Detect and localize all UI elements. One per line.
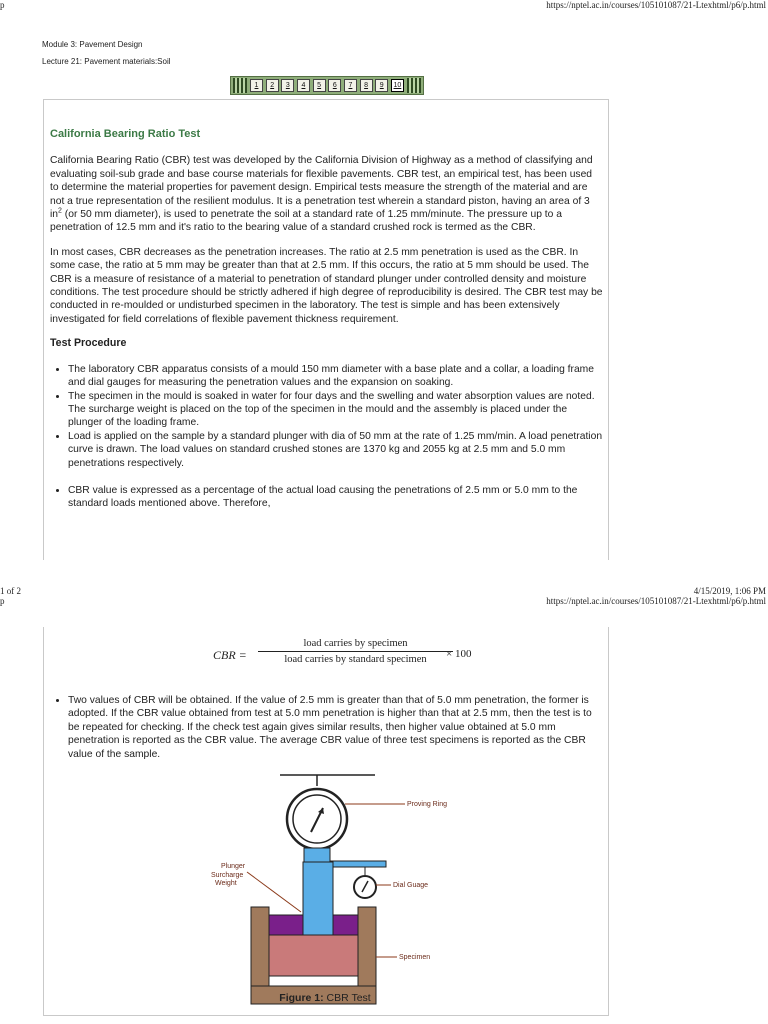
formula-fraction: [258, 638, 453, 665]
list-item: • Two values of CBR will be obtained. If the value of 2.5 mm is greater than that of 5.0 mm penetration, the former is adopted. If the CBR value obtained from test at 5.0 mm penetration is higher than that at 2.5 mm, then the test is to be repeated for checking. If the check test again gives similar results, then higher value obtained at 5.0 mm penetration is reported as the CBR value. The average CBR value of three test specimens is reported as the CBR value of the sample.: [68, 694, 603, 761]
list-item: • CBR value is expressed as a percentage of the actual load causing the penetrations of 2.5 mm or 5.0 mm to the standard loads mentioned above. Therefore,: [68, 484, 603, 511]
page-link-9[interactable]: 9: [375, 79, 388, 92]
formula-rhs: × 100: [446, 648, 472, 660]
print-header-left: p: [0, 0, 5, 10]
plunger: [303, 862, 333, 940]
pager-first-button[interactable]: [233, 78, 247, 93]
page-marker: p: [0, 596, 5, 606]
surcharge-left: [269, 915, 303, 935]
paragraph-intro-a: California Bearing Ratio (CBR) test was developed by the California Division of Highway as a method of classifying and evaluating soil-sub grade and base course materials for flexible pavements. CBR test, an empirical test, has been used to determine the material properties for pavement design. Empirical tests measure the strength of the material and are not a true representation of the resilient modulus. It is a penetration test wherein a standard piston, having an area of 3 in: [50, 155, 593, 221]
breadcrumb-lecture: Lecture 21: Pavement materials:Soil: [42, 57, 171, 66]
page-link-1[interactable]: 1: [250, 79, 263, 92]
label-specimen: Specimen: [399, 954, 431, 961]
print-datetime: 4/15/2019, 1:06 PM: [693, 586, 766, 596]
caption-text: CBR Test: [323, 992, 371, 1004]
procedure-list: [50, 363, 603, 470]
print-url-2: https://nptel.ac.in/courses/105101087/21-Ltexhtml/p6/p.html: [546, 596, 766, 606]
surcharge-right: [333, 915, 358, 935]
page-link-5[interactable]: 5: [313, 79, 326, 92]
formula-denominator: load carries by standard specimen: [284, 654, 427, 665]
page-link-8[interactable]: 8: [360, 79, 373, 92]
caption-label: Figure 1:: [279, 992, 324, 1004]
procedure-list-cont: [50, 484, 603, 511]
page-count: 1 of 2: [0, 586, 21, 596]
paragraph-cbr: In most cases, CBR decreases as the penetration increases. The ratio at 2.5 mm penetration is used as the CBR. In some case, the ratio at 5 mm may be greater than that at 2.5 mm. If this occurs, the ratio at 5 mm should be used. The CBR is a measure of resistance of a material to penetration of standard plunger under controlled density and moisture conditions. The test procedure should be strictly adhered if high degree of reproducibility is desired. The CBR test may be conducted in re-moulded or undisturbed specimen in the laboratory. The test is simple and has been extensively investigated for field correlations of flexible pavement thickness requirement.: [50, 246, 603, 325]
gauge-arm: [330, 861, 386, 867]
page-link-10[interactable]: 10: [391, 79, 404, 92]
list-item: • The specimen in the mould is soaked in water for four days and the swelling and water absorption values are noted. The surcharge weight is placed on the top of the specimen in the mould and the assembly is placed under the plunger of the loading frame.: [68, 390, 603, 430]
result-list: [50, 694, 603, 761]
cbr-formula: [213, 638, 483, 672]
label-proving-ring: Proving Ring: [407, 801, 448, 808]
figure-caption: [205, 992, 445, 1004]
page-link-7[interactable]: 7: [344, 79, 357, 92]
plunger-neck: [304, 848, 330, 862]
label-plunger: Plunger: [221, 863, 246, 870]
list-item: • The laboratory CBR apparatus consists of a mould 150 mm diameter with a base plate and a collar, a loading frame and dial gauges for measuring the penetration values and the expansion on soaking.: [68, 363, 603, 390]
superscript: 2: [58, 207, 62, 215]
leader-plunger: [247, 872, 301, 912]
pager-pages: [249, 79, 405, 92]
paragraph-intro-b: (or 50 mm diameter), is used to penetrate the soil at a standard rate of 1.25 mm/minute. The pressure up to a penetration of 12.5 mm and it's ratio to the bearing value of a standard crushed rock is termed as the CBR.: [50, 209, 562, 234]
section-title: California Bearing Ratio Test: [50, 128, 201, 140]
paragraph-intro: [50, 154, 603, 234]
procedure-title: Test Procedure: [50, 337, 127, 350]
article-body-2: [50, 694, 603, 761]
article-body: [50, 128, 603, 511]
breadcrumb-module: Module 3: Pavement Design: [42, 40, 143, 49]
page-link-2[interactable]: 2: [266, 79, 279, 92]
pager-last-button[interactable]: [407, 78, 421, 93]
page-link-6[interactable]: 6: [328, 79, 341, 92]
print-footer-right: [546, 586, 766, 606]
print-header-url: https://nptel.ac.in/courses/105101087/21-Ltexhtml/p6/p.html: [546, 0, 766, 10]
label-weight: Weight: [215, 880, 237, 887]
page-link-3[interactable]: 3: [281, 79, 294, 92]
specimen: [269, 935, 358, 976]
cbr-apparatus-figure: [205, 772, 465, 1012]
page-link-4[interactable]: 4: [297, 79, 310, 92]
list-item: • Load is applied on the sample by a standard plunger with dia of 50 mm at the rate of 1.25 mm/min. A load penetration curve is drawn. The load values on standard crushed stones are 1370 kg and 2055 kg at 2.5 mm and 5.0 mm penetrations respectively.: [68, 430, 603, 470]
label-dial-gauge: Dial Guage: [393, 882, 429, 889]
page-navigator: [230, 76, 424, 95]
label-surcharge: Surcharge: [211, 872, 244, 879]
formula-numerator: load carries by specimen: [258, 638, 453, 652]
print-footer-left: [0, 586, 21, 606]
formula-lhs: CBR =: [213, 648, 247, 662]
